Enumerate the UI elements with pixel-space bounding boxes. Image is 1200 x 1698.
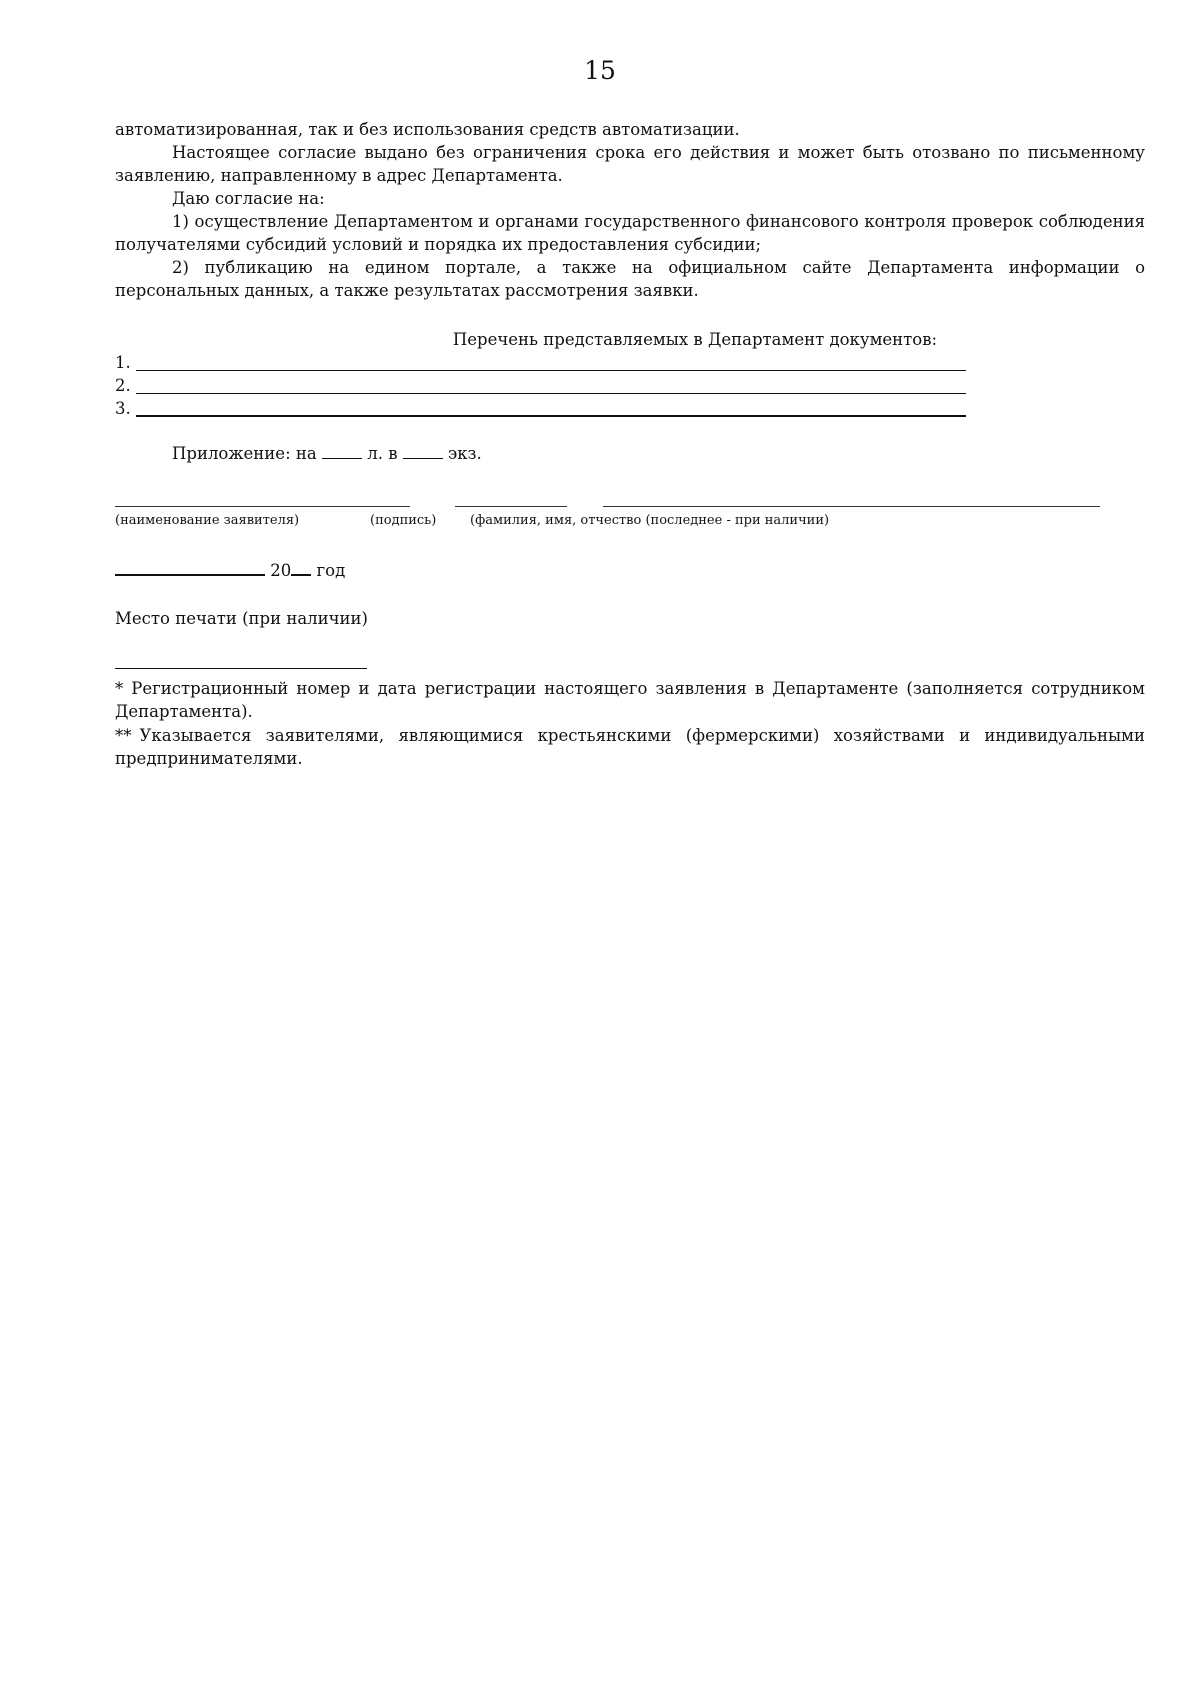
- document-line-rule: [136, 415, 966, 417]
- paragraph-consent-duration: Настоящее согласие выдано без ограничения срока его действия и может быть отозвано по письменному заявлению, направленному в адрес Департамента.: [115, 143, 1145, 185]
- date-blank: [115, 559, 265, 576]
- attachment-prefix: Приложение: на: [172, 444, 317, 463]
- date-line: [115, 559, 615, 582]
- document-line-number: 2.: [115, 376, 131, 395]
- attachment-middle: л. в: [367, 444, 398, 463]
- footnote-text: Указывается заявителями, являющимися крестьянскими (фермерскими) хозяйствами и индивидуальными предпринимателями.: [115, 726, 1145, 768]
- paragraph-consent-item-1: 1) осуществление Департаментом и органами государственного финансового контроля проверок соблюдения получателями субсидий условий и порядка их предоставления субсидии;: [115, 212, 1145, 254]
- full-name-caption: (фамилия, имя, отчество (последнее - при наличии): [470, 513, 830, 528]
- footnote-separator: [115, 668, 367, 669]
- attachment-line: [172, 442, 772, 465]
- document-line-rule: [136, 370, 966, 371]
- documents-heading: Перечень представляемых в Департамент документов:: [452, 330, 938, 349]
- footnote-1: [115, 677, 1145, 723]
- applicant-name-rule: [115, 506, 410, 507]
- attachment-suffix: экз.: [447, 444, 482, 463]
- date-year-suffix: год: [316, 561, 346, 580]
- page-number: 15: [584, 56, 616, 85]
- footnote-mark: *: [115, 679, 124, 698]
- footnote-text: Регистрационный номер и дата регистрации настоящего заявления в Департаменте (заполняется сотрудником Департамента).: [115, 679, 1145, 721]
- signature-rule: [455, 506, 567, 507]
- paragraph-consent-intro: Даю согласие на:: [172, 189, 325, 208]
- full-name-rule: [603, 506, 1100, 507]
- paragraph-automation: автоматизированная, так и без использования средств автоматизации.: [115, 120, 740, 139]
- document-line-number: 1.: [115, 353, 131, 372]
- footnote-2: [115, 724, 1145, 770]
- attachment-copies-blank: [403, 443, 443, 459]
- document-line-number: 3.: [115, 399, 131, 418]
- footnote-mark: **: [115, 726, 132, 745]
- document-line-rule: [136, 393, 966, 394]
- attachment-pages-blank: [322, 443, 362, 459]
- date-year-blank: [291, 559, 311, 576]
- signature-caption: (подпись): [370, 513, 437, 528]
- paragraph-consent-item-2: 2) публикацию на едином портале, а также на официальном сайте Департамента информации о персональных данных, а также результатах рассмотрения заявки.: [115, 258, 1145, 300]
- applicant-caption: (наименование заявителя): [115, 513, 300, 528]
- date-year-prefix: 20: [270, 561, 292, 580]
- stamp-place: Место печати (при наличии): [115, 609, 368, 628]
